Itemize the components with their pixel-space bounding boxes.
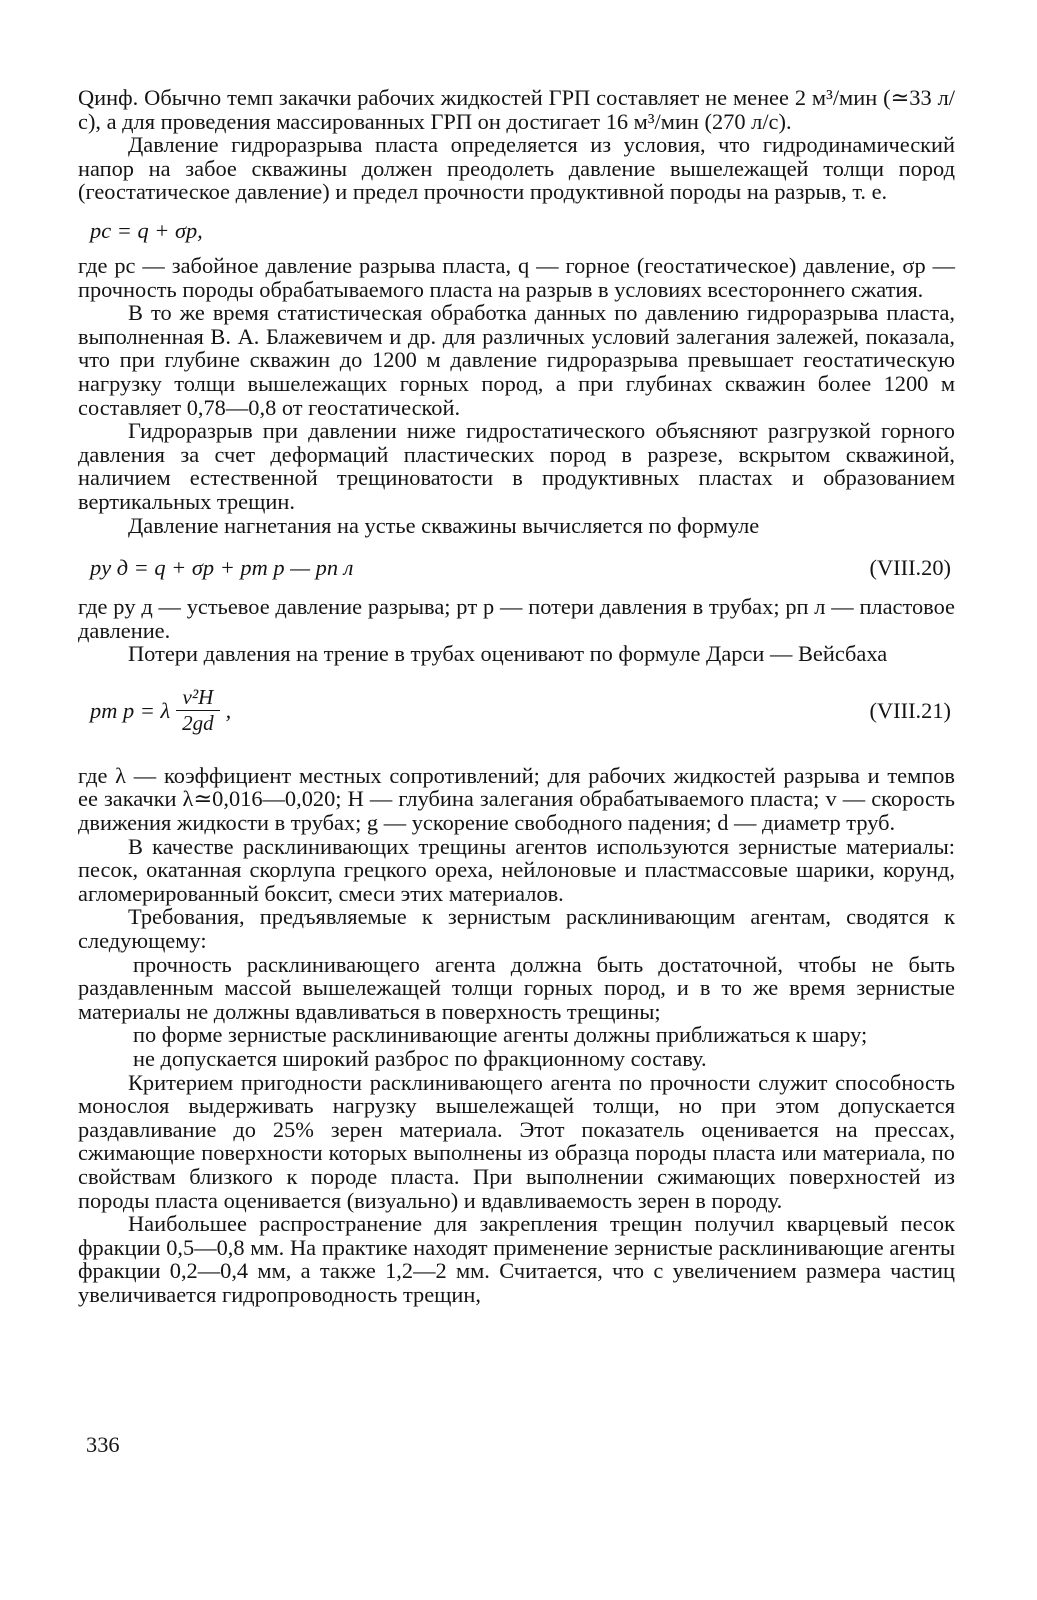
darcy-weisbach-expression bbox=[90, 685, 231, 736]
paragraph-strength-criterion: Критерием пригодности расклинивающего агента по прочности служит способность монослоя выдерживать нагрузку вышележащей толщи, но при этом допускается раздавливание до 25% зерен материала. Этот показатель оценивается на прессах, сжимающие поверхности которых выполнены из образца породы пласта или материала, по свойствам близкого к породе пласта. При выполнении сжимающих поверхностей из породы пласта оценивается (визуально) и вдавливаемость зерен в породу. bbox=[78, 1069, 955, 1213]
paragraph-quartz-sand: Наибольшее распространение для закрепления трещин получил кварцевый песок фракции 0,5—0,8 мм. На практике находят применение зернистые расклинивающие агенты фракции 0,2—0,4 мм, а также 1,2—2 мм. Считается, что с увеличением размера частиц увеличивается гидропроводность трещин, bbox=[78, 1211, 955, 1307]
paragraph-where-2: где pу д — устьевое давление разрыва; pт р — потери давления в трубах; pп л — пластовое давление. bbox=[78, 594, 955, 643]
page-number: 336 bbox=[86, 1432, 120, 1457]
formula-darcy-weisbach bbox=[78, 678, 955, 744]
darcy-weisbach-lhs: pт р = λ bbox=[90, 697, 171, 723]
paragraph-statistics: В то же время статистическая обработка данных по давлению гидроразрыва пласта, выполненная В. А. Блажевичем и др. для различных условий залегания залежей, показала, что при глубине скважин до 1200 м давление гидроразрыва превышает геостатическую нагрузку толщи вышележащих горных пород, а при глубинах скважин более 1200 м составляет 0,78—0,8 от геостатической. bbox=[78, 300, 955, 420]
paragraph-below-hydrostatic: Гидроразрыв при давлении ниже гидростатического объясняют разгрузкой горного давления за счет деформаций пластических пород в разрезе, вскрытом скважиной, наличием естественной трещиноватости в продуктивных пластах и образованием вертикальных трещин. bbox=[78, 418, 955, 514]
list-item-fraction: не допускается широкий разброс по фракционному составу. bbox=[133, 1046, 707, 1071]
list-item-shape: по форме зернистые расклинивающие агенты должны приближаться к шару; bbox=[133, 1022, 868, 1048]
equation-number-viii-21: (VIII.21) bbox=[869, 697, 951, 723]
paragraph-friction-losses: Потери давления на трение в трубах оценивают по формуле Дарси — Вейсбаха bbox=[128, 641, 888, 667]
paragraph-where-3: где λ — коэффициент местных сопротивлений; для рабочих жидкостей разрыва и темпов ее закачки λ≃0,016—0,020; H — глубина залегания обрабатываемого пласта; v — скорость движения жидкости в трубах; g — ускорение свободного падения; d — диаметр труб. bbox=[78, 762, 955, 836]
paragraph-proppant-materials: В качестве расклинивающих трещины агентов используются зернистые материалы: песок, окатанная скорлупа грецкого ореха, нейлоновые и пластмассовые шарики, корунд, агломерированный боксит, смеси этих материалов. bbox=[78, 833, 955, 906]
paragraph-intro: Qинф. Обычно темп закачки рабочих жидкостей ГРП составляет не менее 2 м³/мин (≃33 л/с), а для проведения массированных ГРП он достигает 16 м³/мин (270 л/с). bbox=[78, 85, 955, 134]
darcy-weisbach-tail: , bbox=[225, 697, 232, 723]
paragraph-injection-pressure: Давление нагнетания на устье скважины вычисляется по формуле bbox=[128, 512, 760, 538]
list-item-strength: прочность расклинивающего агента должна быть достаточной, чтобы не быть раздавленным массой вышележащей толщи горных пород, и в то же время зернистые материалы не должны вдавливаться в поверхность трещины; bbox=[78, 951, 955, 1024]
darcy-weisbach-fraction bbox=[176, 685, 220, 736]
formula-bottomhole-pressure bbox=[78, 218, 955, 244]
formula-wellhead-pressure-text: pу д = q + σр + pт р — pп л bbox=[90, 555, 354, 581]
paragraph-fracture-pressure: Давление гидроразрыва пласта определяется из условия, что гидродинамический напор на забое скважины должен преодолеть давление вышележащей толщи пород (геостатическое давление) и предел прочности продуктивной породы на разрыв, т. е. bbox=[78, 132, 955, 205]
equation-number-viii-20: (VIII.20) bbox=[869, 555, 951, 581]
fraction-numerator: v²H bbox=[182, 685, 214, 710]
paragraph-requirements: Требования, предъявляемые к зернистым расклинивающим агентам, сводятся к следующему: bbox=[78, 904, 955, 954]
fraction-denominator: 2gd bbox=[176, 710, 220, 736]
paragraph-where-1: где pс — забойное давление разрыва пласта, q — горное (геостатическое) давление, σр — прочность породы обрабатываемого пласта на разрыв в условиях всестороннего сжатия. bbox=[78, 252, 955, 302]
formula-bottomhole-pressure-text: pс = q + σр, bbox=[90, 217, 203, 243]
formula-wellhead-pressure bbox=[78, 555, 955, 581]
